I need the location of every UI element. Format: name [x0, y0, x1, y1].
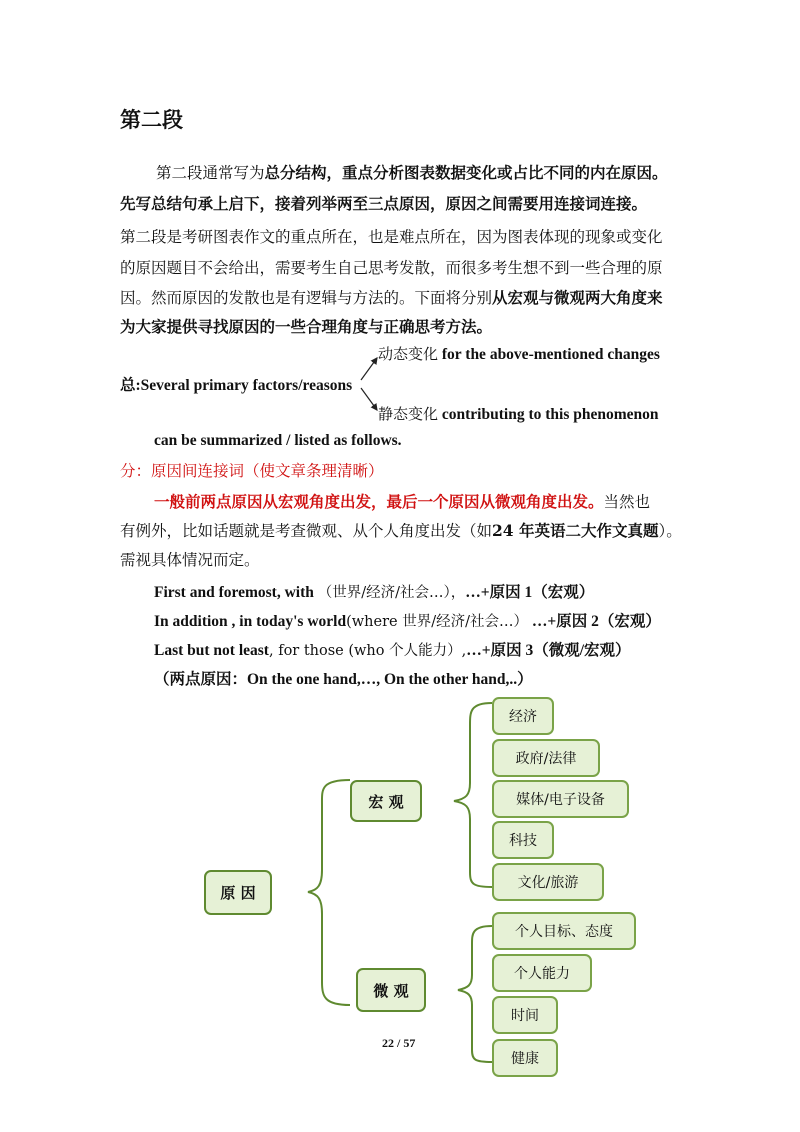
summary-upper-branch: 动态变化 for the above-mentioned changes [378, 345, 660, 363]
intro-line-3: 第二段是考研图表作文的重点所在，也是难点所在，因为图表体现的现象或变化 [120, 228, 663, 246]
summary-tail: can be summarized / listed as follows. [154, 432, 402, 449]
page-number: 22 / 57 [382, 1036, 416, 1050]
intro-line-1: 第二段通常写为总分结构，重点分析图表数据变化或占比不同的内在原因。 [156, 163, 668, 182]
macro-item: 经济 [492, 697, 554, 735]
connector-row-4: （两点原因：On the one hand,…, On the other hand,..） [154, 671, 533, 688]
micro-item: 个人目标、态度 [492, 912, 636, 950]
macro-item: 媒体/电子设备 [492, 780, 629, 818]
intro-line-5: 因。然而原因的发散也是有逻辑与方法的。下面将分别从宏观与微观两大角度来 [120, 288, 663, 307]
intro-line-4: 的原因题目不会给出，需要考生自己思考发散，而很多考生想不到一些合理的原 [120, 259, 663, 277]
summary-lower-branch: 静态变化 contributing to this phenomenon [378, 405, 659, 423]
micro-item: 健康 [492, 1039, 558, 1077]
macro-item: 文化/旅游 [492, 863, 604, 901]
page-heading: 第二段 [120, 108, 183, 132]
connector-row-3: Last but not least, for those (who 个人能力）,…+原因 3（微观/宏观） [154, 642, 631, 659]
micro-item: 个人能力 [492, 954, 592, 992]
macro-item: 科技 [492, 821, 554, 859]
summary-label: 总:Several primary factors/reasons [120, 377, 353, 394]
macro-item: 政府/法律 [492, 739, 600, 777]
fen-line-3: 需视具体情况而定。 [120, 551, 260, 569]
intro-line-2: 先写总结句承上启下，接着列举两至三点原因，原因之间需要用连接词连接。 [120, 194, 648, 213]
connector-row-2: In addition , in today's world(where 世界/经济/社会…） …+原因 2（宏观） [154, 613, 661, 630]
mindmap-root: 原 因 [204, 870, 272, 915]
mindmap-macro: 宏 观 [350, 780, 422, 822]
intro-line-6: 为大家提供寻找原因的一些合理角度与正确思考方法。 [120, 317, 493, 336]
fen-line-1: 一般前两点原因从宏观角度出发，最后一个原因从微观角度出发。当然也 [154, 492, 651, 511]
fen-line-2: 有例外，比如话题就是考查微观、从个人角度出发（如24 年英语二大作文真题）。 [120, 521, 682, 540]
connector-row-1: First and foremost, with （世界/经济/社会…），…+原因 1（宏观） [154, 584, 595, 601]
fen-label: 分：原因间连接词（使文章条理清晰） [120, 462, 384, 480]
micro-item: 时间 [492, 996, 558, 1034]
mindmap-micro: 微 观 [356, 968, 426, 1012]
